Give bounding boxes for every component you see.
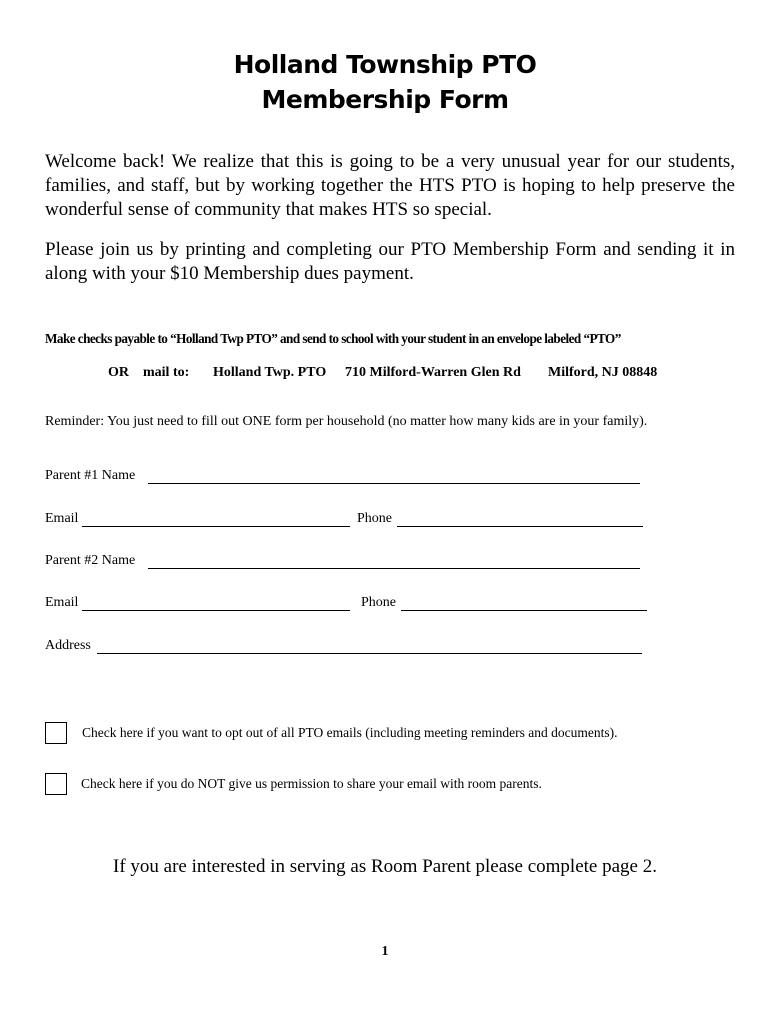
no-share-email-label: Check here if you do NOT give us permission to share your email with room parents. — [81, 776, 542, 791]
phone2-field[interactable] — [401, 610, 647, 611]
email2-label: Email — [45, 595, 79, 610]
intro-paragraph-1: Welcome back! We realize that this is going to be a very unusual year for our students, families, and staff, but by working together the HTS PTO is hoping to help preserve the wonderful sense of community that makes HTS so special. — [45, 151, 735, 220]
mail-city: Milford, NJ 08848 — [548, 365, 658, 380]
parent2-name-label: Parent #2 Name — [45, 553, 136, 568]
address-label: Address — [45, 638, 91, 653]
mail-name: Holland Twp. PTO — [213, 365, 327, 380]
intro-paragraph-2: Please join us by printing and completing our PTO Membership Form and sending it in along with your $10 Membership dues payment. — [45, 239, 735, 284]
mail-street: 710 Milford-Warren Glen Rd — [345, 365, 521, 380]
email1-field[interactable] — [82, 526, 350, 527]
phone1-label: Phone — [357, 511, 392, 526]
page-number: 1 — [381, 944, 389, 959]
phone2-label: Phone — [361, 595, 396, 610]
or-mail-label: OR mail to: — [108, 365, 190, 380]
email2-field[interactable] — [82, 610, 350, 611]
parent1-name-field[interactable] — [148, 483, 640, 484]
email1-label: Email — [45, 511, 79, 526]
reminder-text: Reminder: You just need to fill out ONE form per household (no matter how many kids are in your family). — [45, 414, 648, 429]
page-title-line1: Holland Township PTO — [233, 50, 537, 79]
phone1-field[interactable] — [397, 526, 643, 527]
room-parent-note: If you are interested in serving as Room Parent please complete page 2. — [113, 856, 657, 877]
no-share-email-checkbox[interactable] — [45, 773, 67, 795]
opt-out-emails-label: Check here if you want to opt out of all PTO emails (including meeting reminders and documents). — [82, 725, 618, 740]
page-title-line2: Membership Form — [261, 85, 509, 114]
parent1-name-label: Parent #1 Name — [45, 468, 136, 483]
parent2-name-field[interactable] — [148, 568, 640, 569]
opt-out-emails-checkbox[interactable] — [45, 722, 67, 744]
address-field[interactable] — [97, 653, 642, 654]
checks-instruction: Make checks payable to “Holland Twp PTO” and send to school with your student in an envelope labeled “PTO” — [45, 331, 621, 346]
